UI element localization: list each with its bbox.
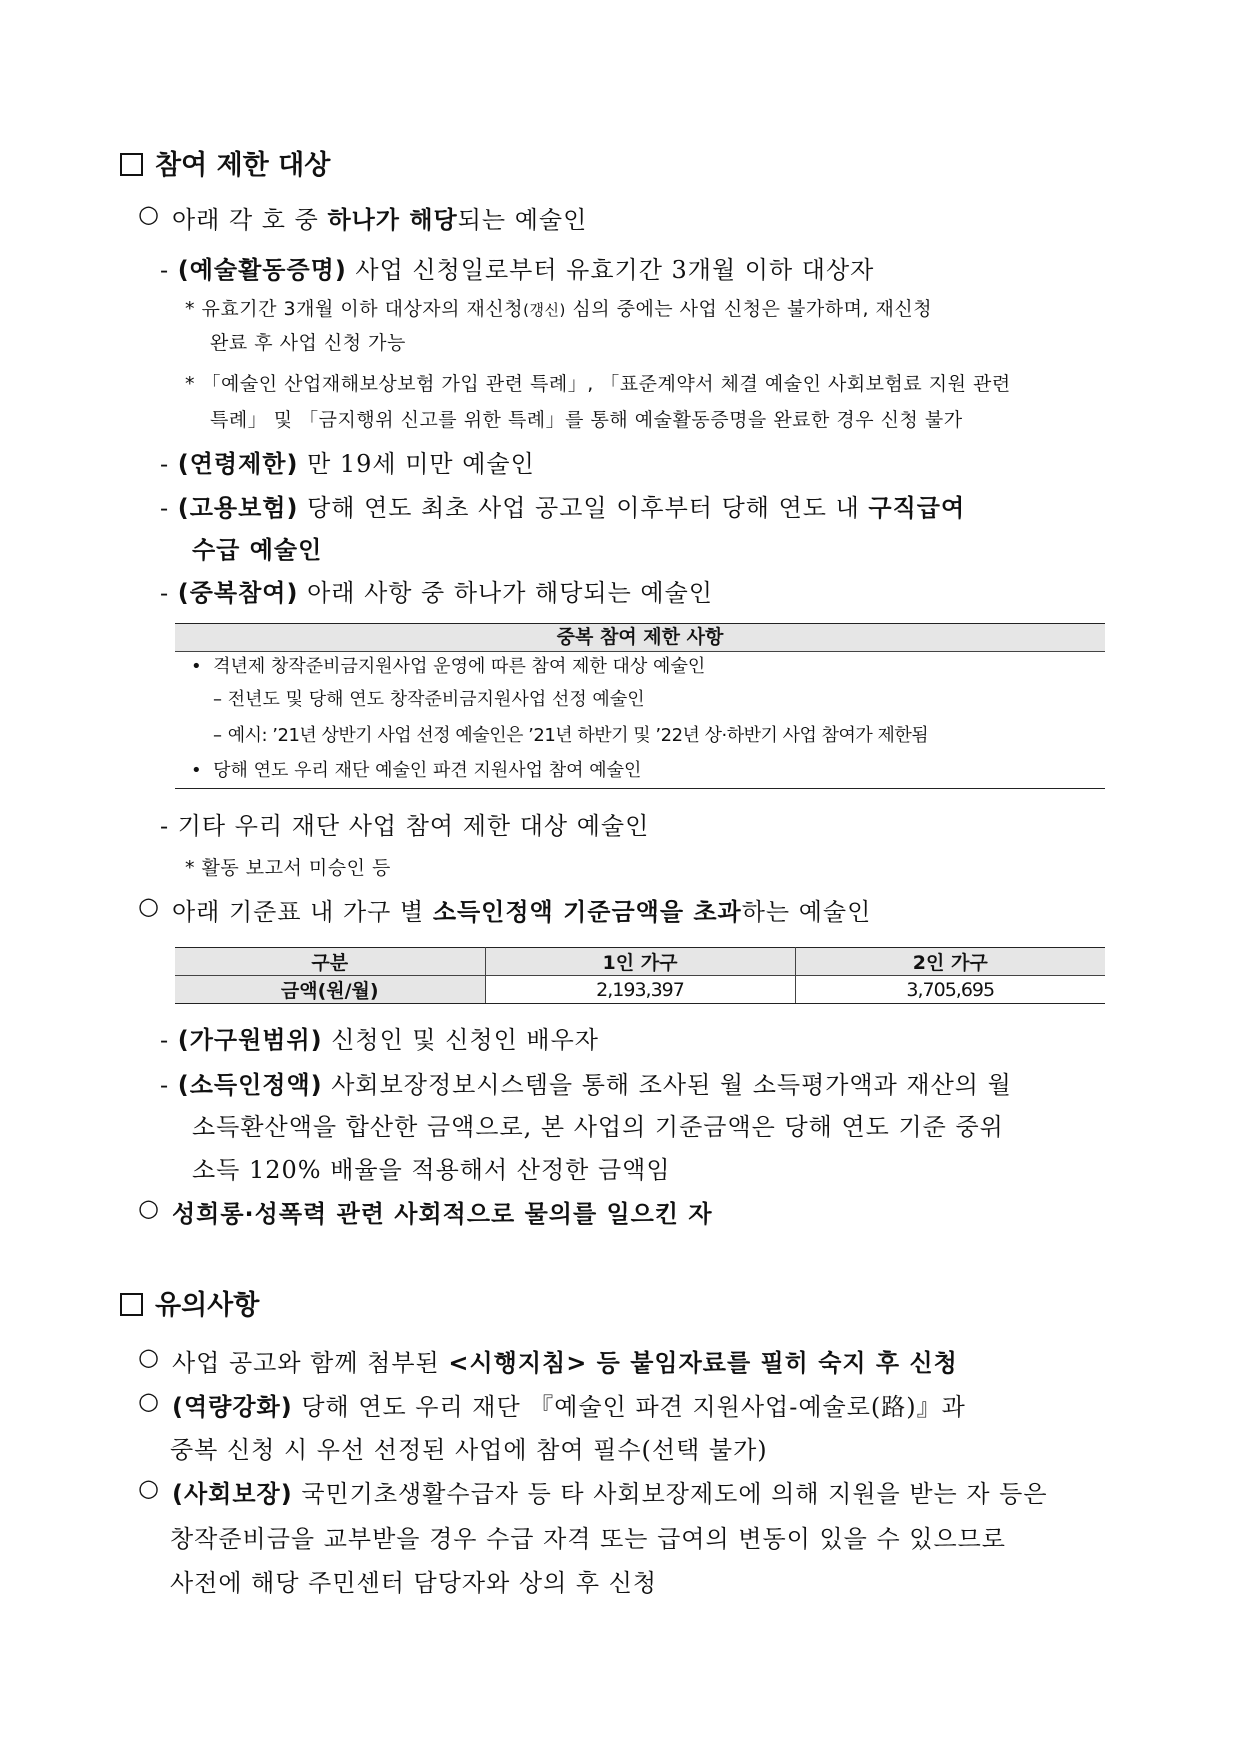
circle-bullet: ○ bbox=[138, 892, 160, 920]
bold-text: <시행지침> 등 붙임자료를 필히 숙지 후 신청 bbox=[448, 1349, 958, 1377]
asterisk: * bbox=[185, 373, 195, 395]
section-title-notes bbox=[120, 1283, 259, 1322]
circle-bullet: ○ bbox=[138, 200, 160, 228]
bold-label: (역량강화) bbox=[172, 1393, 293, 1421]
bold-label: (사회보장) bbox=[172, 1480, 293, 1508]
bold-label: (고용보험) bbox=[177, 494, 299, 522]
text: 특례」 및 「금지행위 신고를 위한 특례」를 통해 예술활동증명을 완료한 경우 신청 불가 bbox=[210, 409, 963, 431]
duplicate-restriction-table bbox=[175, 623, 1105, 789]
dash-item-art-certificate bbox=[160, 250, 874, 285]
note-activity-report bbox=[185, 853, 391, 880]
checkbox-square-icon bbox=[120, 1293, 143, 1316]
row-text: 예시: ’21년 상반기 사업 선정 예술인은 ’21년 하반기 및 ’22년 상·하반기 사업 참여가 제한됨 bbox=[227, 725, 929, 746]
asterisk: * bbox=[185, 857, 195, 879]
circle-item-text bbox=[172, 892, 871, 927]
value-cell: 2,193,397 bbox=[485, 976, 795, 1004]
circle-item-one-applies bbox=[138, 200, 160, 228]
bold-text: 수급 예술인 bbox=[192, 536, 323, 564]
table-row bbox=[175, 652, 1105, 682]
text: 사업 신청일로부터 유효기간 3개월 이하 대상자 bbox=[346, 256, 875, 284]
circle-item-text bbox=[172, 1194, 713, 1229]
circle-item-income bbox=[138, 892, 160, 920]
row-text: 격년제 창작준비금지원사업 운영에 따른 참여 제한 대상 예술인 bbox=[213, 656, 706, 677]
circle-item-capacity bbox=[138, 1387, 160, 1415]
asterisk: * bbox=[185, 298, 195, 320]
circle-bullet: ○ bbox=[138, 1343, 160, 1371]
circle-item-text bbox=[172, 200, 587, 235]
header-cell: 2인 가구 bbox=[795, 948, 1105, 976]
table-header-row bbox=[175, 948, 1105, 976]
section-title-text: 유의사항 bbox=[155, 1290, 260, 1321]
dash-item-age-limit bbox=[160, 444, 535, 479]
dash-item-income-recognition-cont bbox=[192, 1150, 671, 1185]
circle-item-capacity-cont bbox=[170, 1430, 768, 1465]
text: 「예술인 산업재해보상보험 가입 관련 특례」, 「표준계약서 체결 예술인 사회보험료 지원 관련 bbox=[201, 373, 1011, 395]
text: 유효기간 3개월 이하 대상자의 재신청 bbox=[201, 298, 524, 320]
table-row bbox=[175, 754, 1105, 788]
circle-item-social-security-cont bbox=[170, 1519, 1006, 1554]
circle-item-harassment bbox=[138, 1194, 160, 1222]
bold-label: (소득인정액) bbox=[177, 1071, 323, 1099]
section-title-restrictions bbox=[120, 143, 330, 182]
circle-bullet: ○ bbox=[138, 1387, 160, 1415]
note-renewal bbox=[185, 294, 932, 321]
small-text: (갱신) bbox=[523, 301, 566, 319]
text: 만 19세 미만 예술인 bbox=[298, 450, 535, 478]
text: 되는 예술인 bbox=[457, 206, 588, 234]
circle-item-guidelines bbox=[138, 1343, 160, 1371]
table-row bbox=[175, 682, 1105, 718]
checkbox-square-icon bbox=[120, 153, 143, 176]
table-header: 중복 참여 제한 사항 bbox=[175, 624, 1105, 652]
value-cell: 3,705,695 bbox=[795, 976, 1105, 1004]
note-special-cases bbox=[185, 369, 1011, 396]
text: 신청인 및 신청인 배우자 bbox=[322, 1026, 599, 1054]
bullet: • bbox=[191, 760, 202, 781]
text: 소득환산액을 합산한 금액으로, 본 사업의 기준금액은 당해 연도 기준 중위 bbox=[192, 1113, 1004, 1141]
table-row bbox=[175, 718, 1105, 754]
text: 사업 공고와 함께 첨부된 bbox=[172, 1349, 449, 1377]
dash: - bbox=[160, 579, 170, 607]
bold-label: (연령제한) bbox=[177, 450, 299, 478]
dash-item-duplicate bbox=[160, 573, 713, 608]
text: 사회보장정보시스템을 통해 조사된 월 소득평가액과 재산의 월 bbox=[322, 1071, 1012, 1099]
circle-bullet: ○ bbox=[138, 1194, 160, 1222]
bullet: • bbox=[191, 656, 202, 677]
bold-label: (가구원범위) bbox=[177, 1026, 323, 1054]
bold-text: 하나가 해당 bbox=[327, 206, 458, 234]
text: 기타 우리 재단 사업 참여 제한 대상 예술인 bbox=[177, 812, 650, 840]
bold-text: 성희롱·성폭력 관련 사회적으로 물의를 일으킨 자 bbox=[172, 1200, 713, 1228]
text: 활동 보고서 미승인 등 bbox=[201, 857, 391, 879]
text: 사전에 해당 주민센터 담당자와 상의 후 신청 bbox=[170, 1569, 658, 1597]
row-text: 당해 연도 우리 재단 예술인 파견 지원사업 참여 예술인 bbox=[213, 760, 642, 781]
text: 창작준비금을 교부받을 경우 수급 자격 또는 급여의 변동이 있을 수 있으므로 bbox=[170, 1525, 1006, 1553]
dash: - bbox=[160, 1026, 170, 1054]
section-title-text: 참여 제한 대상 bbox=[155, 150, 331, 181]
table-row bbox=[175, 976, 1105, 1004]
dash: – bbox=[213, 689, 222, 710]
circle-bullet: ○ bbox=[138, 1474, 160, 1502]
dash-item-other-restrictions bbox=[160, 806, 649, 841]
dash: - bbox=[160, 1071, 170, 1099]
circle-item-text bbox=[172, 1474, 1048, 1509]
text: 심의 중에는 사업 신청은 불가하며, 재신청 bbox=[565, 298, 933, 320]
text: 중복 신청 시 우선 선정된 사업에 참여 필수(선택 불가) bbox=[170, 1436, 768, 1464]
header-cell: 구분 bbox=[175, 948, 485, 976]
circle-item-social-security bbox=[138, 1474, 160, 1502]
text: 아래 사항 중 하나가 해당되는 예술인 bbox=[298, 579, 713, 607]
row-text: 전년도 및 당해 연도 창작준비금지원사업 선정 예술인 bbox=[227, 689, 645, 710]
income-criteria-table bbox=[175, 947, 1105, 1004]
text: 아래 기준표 내 가구 별 bbox=[172, 898, 433, 926]
note-renewal-cont bbox=[210, 328, 406, 355]
dash-item-income-recognition bbox=[160, 1065, 1012, 1100]
text: 완료 후 사업 신청 가능 bbox=[210, 332, 406, 354]
header-cell: 1인 가구 bbox=[485, 948, 795, 976]
text: 국민기초생활수급자 등 타 사회보장제도에 의해 지원을 받는 자 등은 bbox=[292, 1480, 1048, 1508]
circle-item-social-security-cont bbox=[170, 1563, 657, 1598]
text: 하는 예술인 bbox=[741, 898, 872, 926]
dash-item-employment-insurance-cont bbox=[192, 530, 322, 565]
bold-text: 소득인정액 기준금액을 초과 bbox=[432, 898, 742, 926]
text: 소득 120% 배율을 적용해서 산정한 금액임 bbox=[192, 1156, 671, 1184]
dash-item-income-recognition-cont bbox=[192, 1107, 1004, 1142]
dash: – bbox=[213, 725, 222, 746]
dash: - bbox=[160, 812, 170, 840]
dash: - bbox=[160, 450, 170, 478]
bold-label: (중복참여) bbox=[177, 579, 299, 607]
text: 당해 연도 우리 재단 『예술인 파견 지원사업-예술로(路)』과 bbox=[292, 1393, 966, 1421]
row-label-cell: 금액(원/월) bbox=[175, 976, 485, 1004]
dash: - bbox=[160, 256, 170, 284]
dash-item-household-scope bbox=[160, 1020, 599, 1055]
dash-item-employment-insurance bbox=[160, 488, 965, 523]
note-special-cases-cont bbox=[210, 405, 963, 432]
text: 당해 연도 최초 사업 공고일 이후부터 당해 연도 내 bbox=[298, 494, 869, 522]
bold-text: 구직급여 bbox=[868, 494, 966, 522]
dash: - bbox=[160, 494, 170, 522]
circle-item-text bbox=[172, 1387, 966, 1422]
text: 아래 각 호 중 bbox=[172, 206, 328, 234]
circle-item-text bbox=[172, 1343, 958, 1378]
bold-label: (예술활동증명) bbox=[177, 256, 347, 284]
